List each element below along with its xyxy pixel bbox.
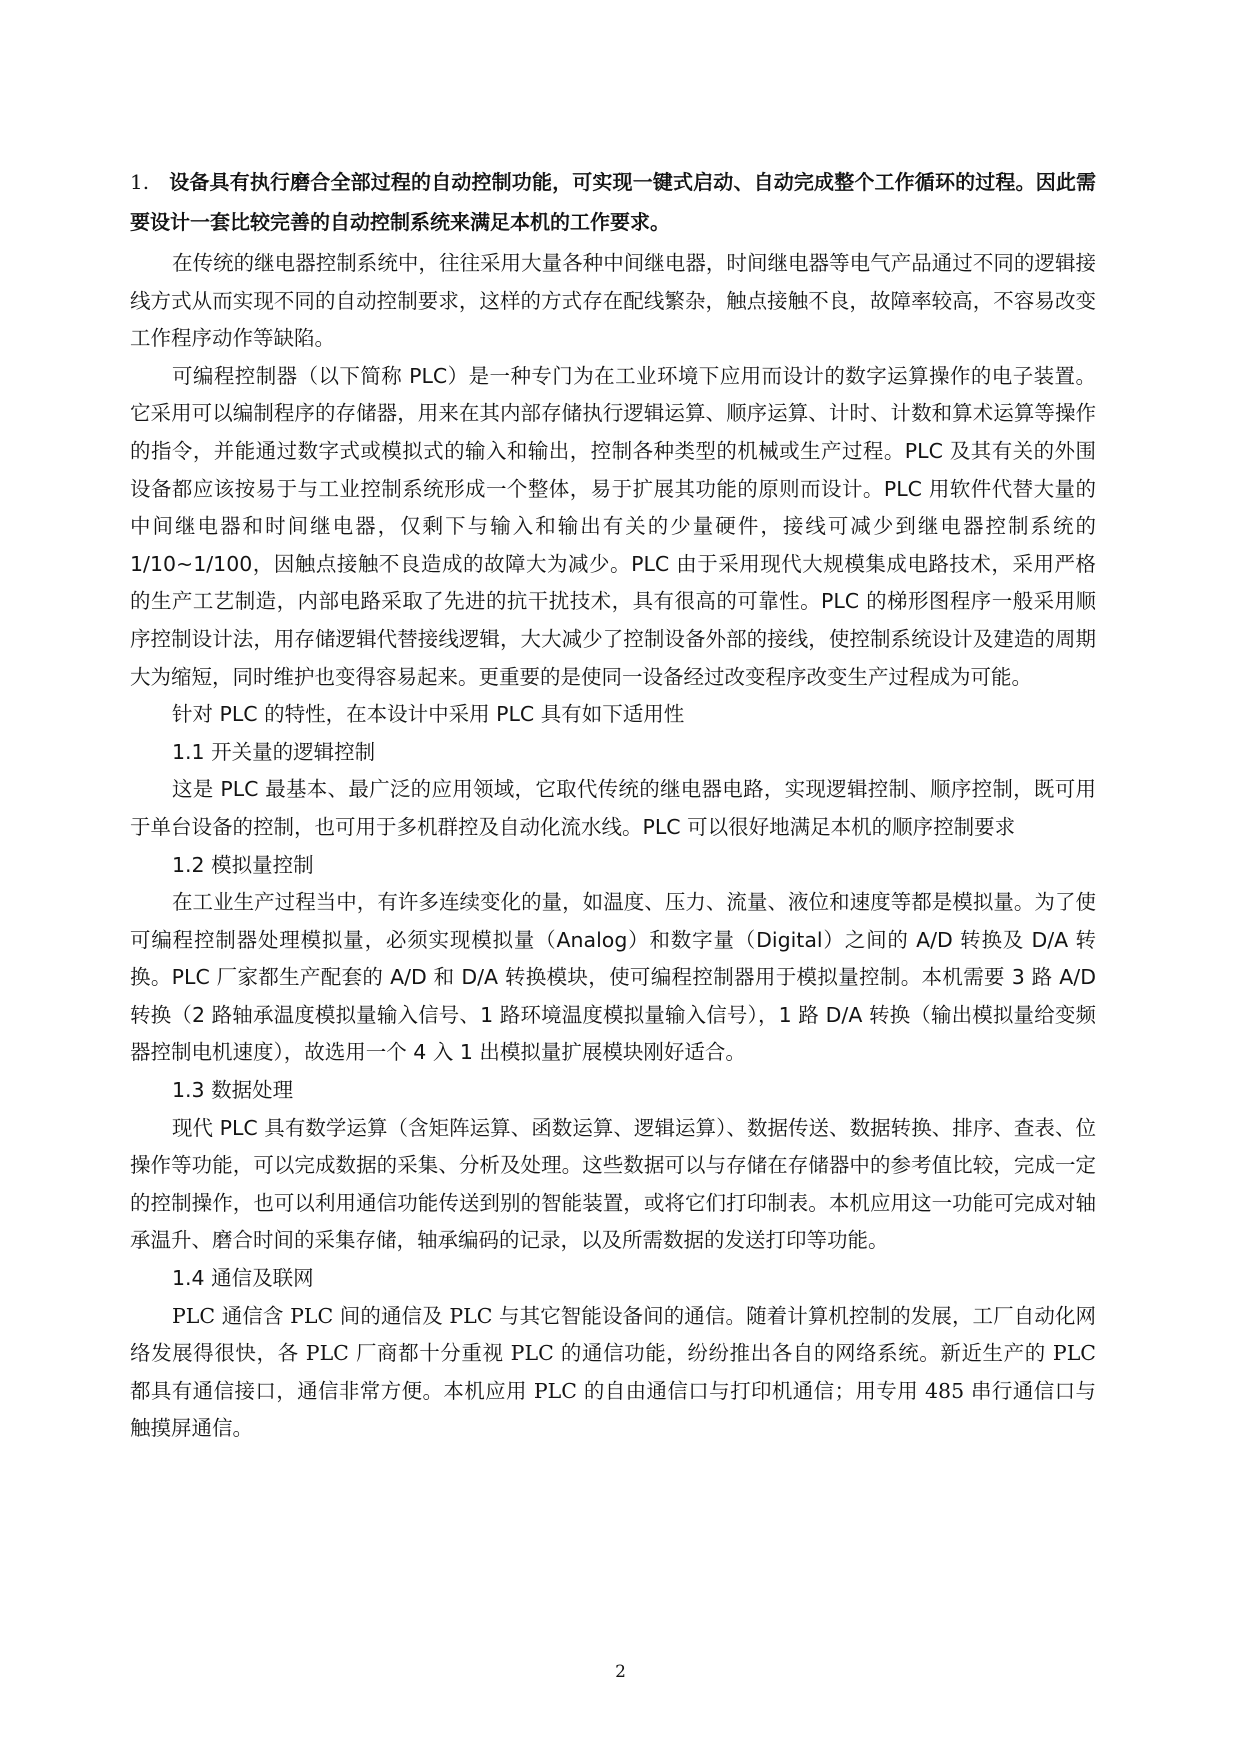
paragraph-communication: PLC 通信含 PLC 间的通信及 PLC 与其它智能设备间的通信。随着计算机控制的发展，工厂自动化网络发展得很快，各 PLC 厂商都十分重视 PLC 的通信功能，纷纷推出各自的网络系统。新近生产的 PLC 都具有通信接口，通信非常方便。本机应用 PLC 的自由通信口与打印机通信；用专用 485 串行通信口与触摸屏通信。 [130, 1303, 1096, 1441]
document-body [130, 162, 1096, 1448]
page-number: 2 [615, 1662, 626, 1682]
paragraph-logic-control: 这是 PLC 最基本、最广泛的应用领域，它取代传统的继电器电路，实现逻辑控制、顺序控制，既可用于单台设备的控制，也可用于多机群控及自动化流水线。PLC 可以很好地满足本机的顺序控制要求 [130, 777, 1096, 839]
subheading-analog-control: 1.2 模拟量控制 [172, 852, 314, 877]
subheading-communication: 1.4 通信及联网 [172, 1266, 314, 1291]
subheading-logic-control: 1.1 开关量的逻辑控制 [172, 739, 376, 764]
paragraph-relay-control: 在传统的继电器控制系统中，往往采用大量各种中间继电器，时间继电器等电气产品通过不同的逻辑接线方式从而实现不同的自动控制要求，这样的方式存在配线繁杂，触点接触不良，故障率较高，不容易改变工作程序动作等缺陷。 [130, 251, 1096, 351]
heading-text: 设备具有执行磨合全部过程的自动控制功能，可实现一键式启动、自动完成整个工作循环的过程。因此需要设计一套比较完善的自动控制系统来满足本机的工作要求。 [130, 170, 1096, 234]
paragraph-data-processing: 现代 PLC 具有数学运算（含矩阵运算、函数运算、逻辑运算）、数据传送、数据转换、排序、查表、位操作等功能，可以完成数据的采集、分析及处理。这些数据可以与存储在存储器中的参考值比较，完成一定的控制操作，也可以利用通信功能传送到别的智能装置，或将它们打印制表。本机应用这一功能可完成对轴承温升、磨合时间的采集存储，轴承编码的记录，以及所需数据的发送打印等功能。 [130, 1115, 1096, 1253]
heading-number: 1. [130, 170, 150, 194]
subheading-data-processing: 1.3 数据处理 [172, 1078, 294, 1103]
paragraph-plc-intro: 可编程控制器（以下简称 PLC）是一种专门为在工业环境下应用而设计的数字运算操作的电子装置。它采用可以编制程序的存储器，用来在其内部存储执行逻辑运算、顺序运算、计时、计数和算术运算等操作的指令，并能通过数字式或模拟式的输入和输出，控制各种类型的机械或生产过程。PLC 及其有关的外围设备都应该按易于与工业控制系统形成一个整体，易于扩展其功能的原则而设计。PLC 用软件代替大量的中间继电器和时间继电器，仅剩下与输入和输出有关的少量硬件，接线可减少到继电器控制系统的 1/10~1/100，因触点接触不良造成的故障大为减少。PLC 由于采用现代大规模集成电路技术，采用严格的生产工艺制造，内部电路采取了先进的抗干扰技术，具有很高的可靠性。PLC 的梯形图程序一般采用顺序控制设计法，用存储逻辑代替接线逻辑，大大减少了控制设备外部的接线，使控制系统设计及建造的周期大为缩短，同时维护也变得容易起来。更重要的是使同一设备经过改变程序改变生产过程成为可能。 [130, 363, 1096, 689]
numbered-heading [130, 162, 1096, 242]
paragraph-analog-control: 在工业生产过程当中，有许多连续变化的量，如温度、压力、流量、液位和速度等都是模拟量。为了使可编程控制器处理模拟量，必须实现模拟量（Analog）和数字量（Digital）之间的 A/D 转换及 D/A 转换。PLC 厂家都生产配套的 A/D 和 D/A 转换模块，使可编程控制器用于模拟量控制。本机需要 3 路 A/D 转换（2 路轴承温度模拟量输入信号、1 路环境温度模拟量输入信号），1 路 D/A 转换（输出模拟量给变频器控制电机速度），故选用一个 4 入 1 出模拟量扩展模块刚好适合。 [130, 890, 1096, 1065]
paragraph-plc-suitability: 针对 PLC 的特性，在本设计中采用 PLC 具有如下适用性 [172, 702, 685, 727]
